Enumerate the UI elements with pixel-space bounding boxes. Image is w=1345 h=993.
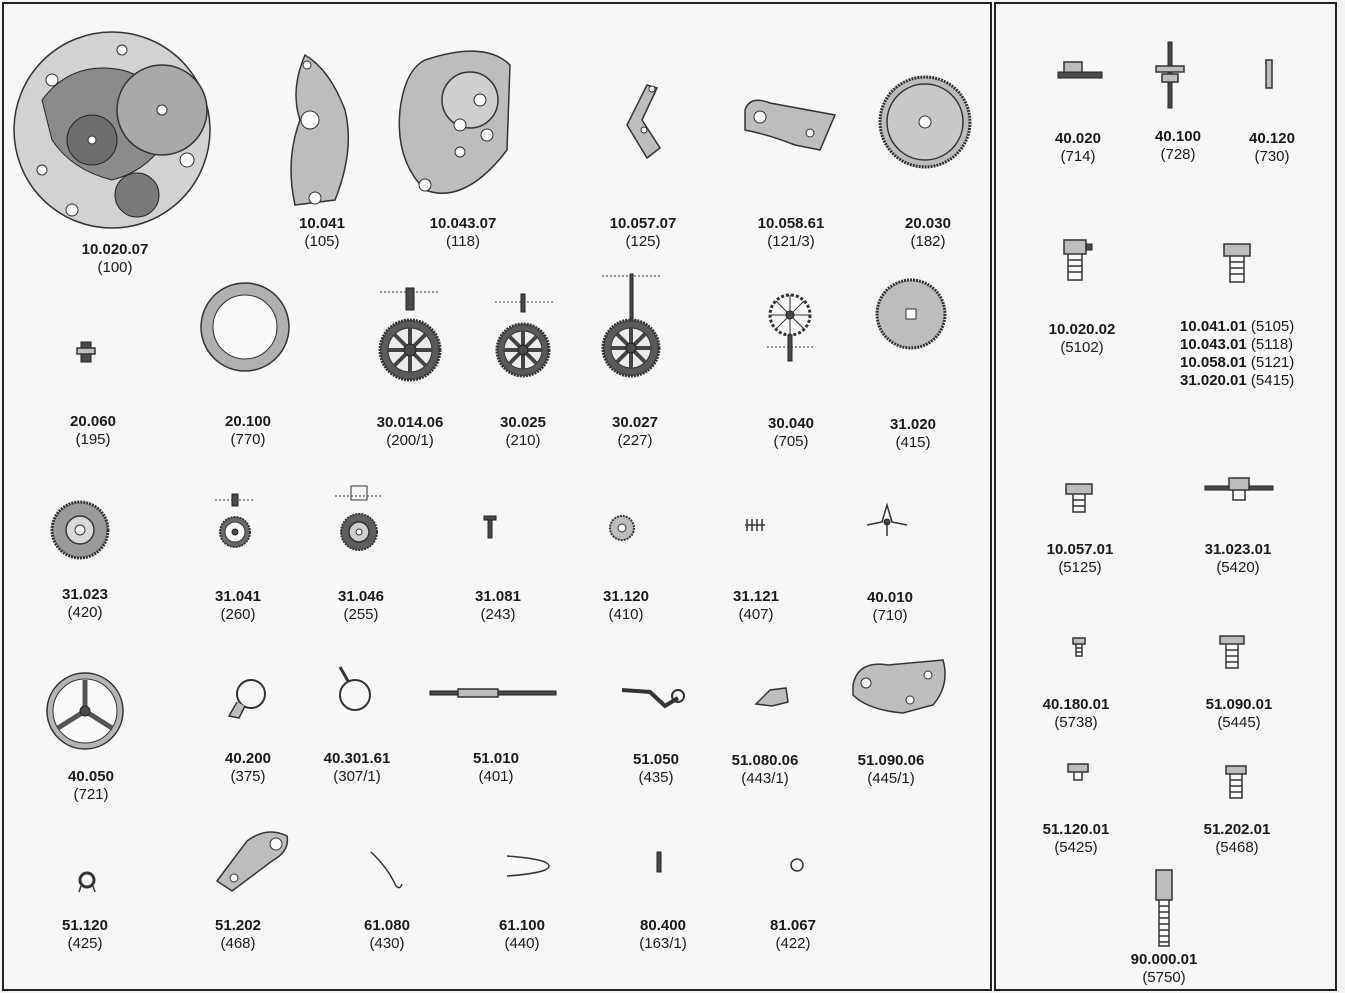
part-label: 51.120.01 (5425)	[1042, 821, 1110, 856]
screw-group-list: 10.041.01 (5105) 10.043.01 (5118) 10.058.01 (5121) 31.020.01 (5415)	[1180, 318, 1295, 389]
wheel-182-drawing	[878, 75, 973, 170]
part-label: 10.057.01 (5125)	[1046, 541, 1114, 576]
pallet-fork-drawing	[862, 500, 912, 540]
part-label: 20.030 (182)	[905, 215, 951, 250]
spring-425-drawing	[76, 870, 98, 894]
wheel-260-drawing	[215, 494, 255, 549]
part-label: 51.090.01 (5445)	[1205, 696, 1273, 731]
part-label: 10.020.07 (100)	[81, 241, 149, 276]
part-label: 51.202.01 (5468)	[1203, 821, 1271, 856]
pin-730-drawing	[1262, 58, 1276, 90]
part-label: 51.090.06 (445/1)	[857, 752, 925, 787]
wheel-410-drawing	[608, 514, 636, 542]
part-label: 31.046 (255)	[338, 588, 384, 623]
plate-445-drawing	[848, 655, 953, 717]
balance-wheel-drawing	[44, 670, 126, 752]
part-label: 40.050 (721)	[68, 768, 114, 803]
screw-5425-drawing	[1066, 762, 1090, 782]
part-label: 30.027 (227)	[612, 414, 658, 449]
part-label: 51.050 (435)	[633, 751, 679, 786]
part-label: 31.041 (260)	[215, 588, 261, 623]
bridge-121-drawing	[740, 95, 840, 155]
part-label: 10.057.07 (125)	[609, 215, 677, 250]
part-label: 20.100 (770)	[225, 413, 271, 448]
screw-5750-drawing	[1152, 868, 1176, 948]
lever-435-drawing	[620, 684, 688, 710]
screw-5468-drawing	[1224, 764, 1248, 800]
screw-5125-drawing	[1062, 482, 1096, 514]
bridge-105-drawing	[285, 50, 355, 210]
part-label: 40.020 (714)	[1055, 130, 1101, 165]
part-label: 90.000.01 (5750)	[1130, 951, 1198, 986]
shaft-401-drawing	[428, 686, 558, 700]
part-label: 20.060 (195)	[70, 413, 116, 448]
part-label: 40.010 (710)	[867, 589, 913, 624]
part-label: 10.058.61 (121/3)	[757, 215, 825, 250]
part-label: 30.014.06 (200/1)	[376, 414, 444, 449]
screw-5420-drawing	[1203, 476, 1275, 502]
wheel-255-drawing	[333, 484, 385, 552]
pin-195-drawing	[74, 340, 98, 366]
pinion-407-drawing	[744, 517, 766, 533]
part-label: 31.120 (410)	[603, 588, 649, 623]
screw-5738-drawing	[1070, 636, 1088, 658]
part-label: 31.020 (415)	[890, 416, 936, 451]
part-label: 40.301.61 (307/1)	[323, 750, 391, 785]
pinion-243-drawing	[482, 514, 498, 540]
part-label: 30.040 (705)	[768, 415, 814, 450]
part-label: 51.010 (401)	[473, 750, 519, 785]
wheel-415-drawing	[875, 278, 947, 350]
wheel-210-drawing	[493, 290, 555, 380]
spring-430-drawing	[368, 848, 404, 892]
escape-wheel-drawing	[765, 290, 815, 365]
part-label: 51.080.06 (443/1)	[731, 752, 799, 787]
balance-staff-drawing	[1150, 40, 1190, 110]
part-label: 10.043.07 (118)	[429, 215, 497, 250]
part-label: 31.081 (243)	[475, 588, 521, 623]
part-label: 51.202 (468)	[215, 917, 261, 952]
part-label: 61.100 (440)	[499, 917, 545, 952]
part-label: 61.080 (430)	[364, 917, 410, 952]
part-label: 51.120 (425)	[62, 917, 108, 952]
part-label: 10.041 (105)	[299, 215, 345, 250]
part-label: 40.180.01 (5738)	[1042, 696, 1110, 731]
part-label: 30.025 (210)	[500, 414, 546, 449]
wheel-420-drawing	[50, 500, 110, 560]
part-label: 80.400 (163/1)	[639, 917, 687, 952]
screw-group-drawing	[1220, 242, 1256, 284]
part-label: 31.121 (407)	[733, 588, 779, 623]
wheel-227-drawing	[600, 272, 665, 380]
barrel-bridge-drawing	[395, 40, 520, 205]
plate-468-drawing	[212, 826, 292, 894]
part-label: 40.120 (730)	[1249, 130, 1295, 165]
pin-163-drawing	[654, 850, 664, 874]
part-label: 31.023 (420)	[62, 586, 108, 621]
part-label: 81.067 (422)	[770, 917, 816, 952]
main-plate-drawing	[12, 20, 212, 240]
stud-714-drawing	[1056, 58, 1104, 82]
wheel-200-drawing	[378, 288, 443, 383]
part-label: 40.100 (728)	[1155, 128, 1201, 163]
ring-770-drawing	[198, 280, 293, 375]
part-label: 10.020.02 (5102)	[1048, 321, 1116, 356]
stud-carrier-drawing	[330, 665, 380, 715]
lever-125-drawing	[612, 80, 667, 160]
part-label: 31.023.01 (5420)	[1204, 541, 1272, 576]
screw-5445-drawing	[1218, 634, 1246, 670]
part-label: 40.200 (375)	[225, 750, 271, 785]
lever-443-drawing	[752, 684, 792, 712]
ring-422-drawing	[788, 856, 806, 874]
spring-440-drawing	[505, 852, 553, 880]
regulator-375-drawing	[225, 676, 275, 721]
screw-5102-drawing	[1058, 238, 1096, 282]
